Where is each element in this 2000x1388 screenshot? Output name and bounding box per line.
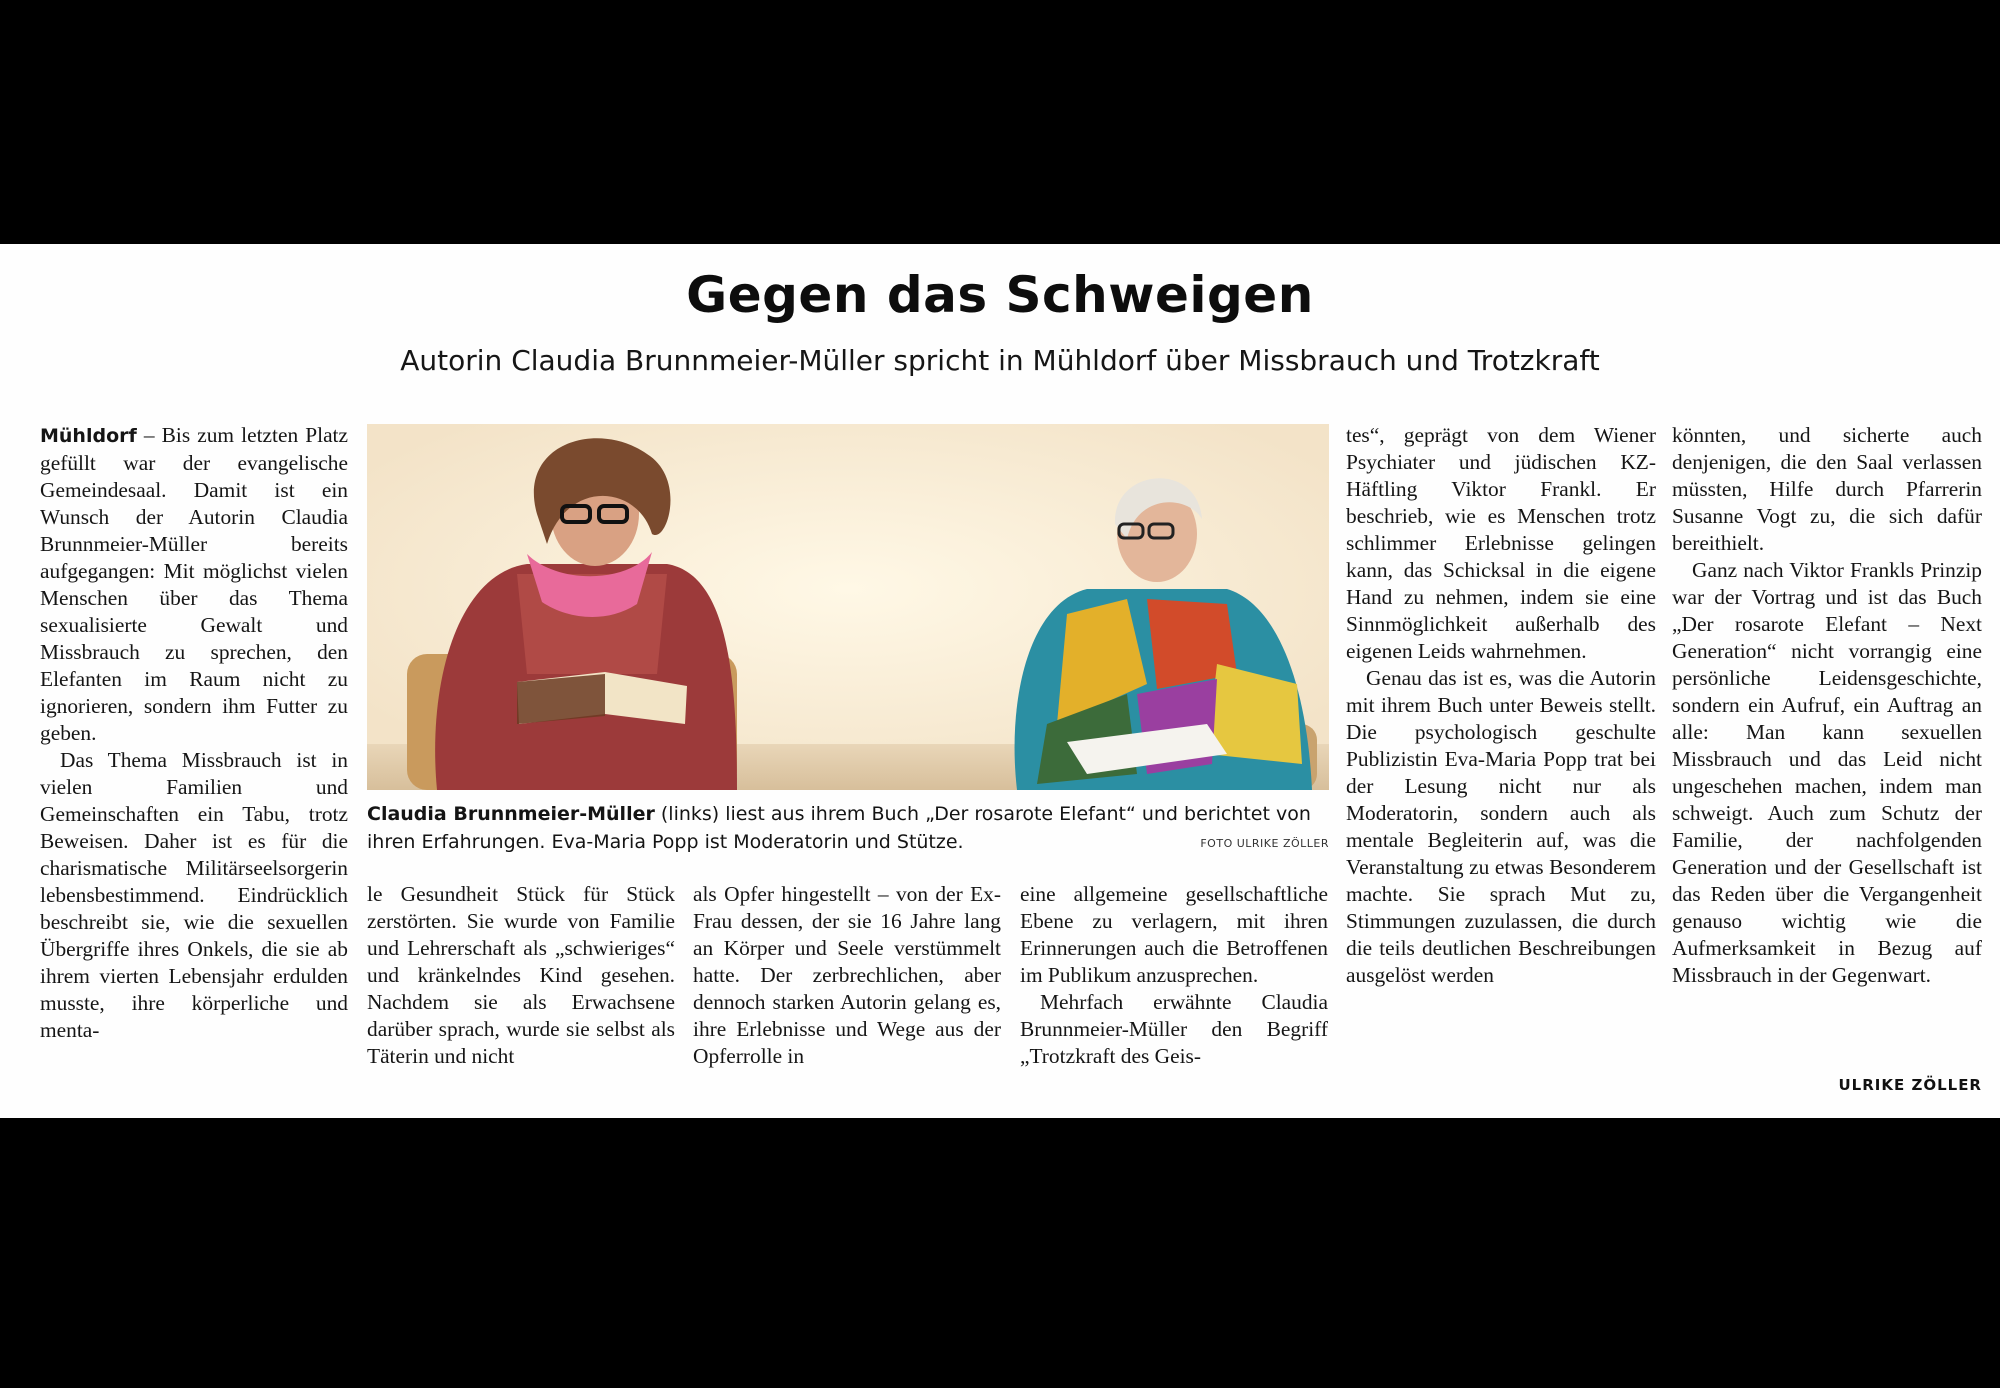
headline: Gegen das Schweigen bbox=[686, 266, 1314, 324]
photo-caption bbox=[367, 800, 1329, 860]
photo-credit: FOTO ULRIKE ZÖLLER bbox=[1200, 837, 1329, 850]
article-column-6 bbox=[1672, 422, 1982, 1114]
article-paragraph bbox=[40, 422, 348, 747]
article-paragraph: als Opfer hingestellt – von der Ex-Frau dessen, der sie 16 Jahre lang an Körper und Seele verstümmelt hatte. Der zerbrechlichen, aber dennoch starken Autorin gelang es, ihre Erlebnisse und Wege aus der Opferrolle in bbox=[693, 882, 1001, 1068]
article-paragraph: Genau das ist es, was die Autorin mit ihrem Buch unter Beweis stellt. Die psychologisch geschulte Publizistin Eva-Maria Popp trat bei der Lesung nicht nur als Moderatorin, sondern auch als mentale Begleiterin auf, was die Veranstaltung zu etwas Besonderem machte. Sie sprach Mut zu, Stimmungen zuzulassen, die durch die teils deutlichen Beschreibungen ausgelöst werden bbox=[1346, 666, 1656, 987]
article-column-1 bbox=[40, 422, 348, 1114]
dateline: Mühldorf bbox=[40, 425, 137, 447]
article-column-2 bbox=[367, 881, 675, 1114]
article-paragraph: tes“, geprägt von dem Wiener Psychiater und jüdischen KZ-Häftling Viktor Frankl. Er beschrieb, wie es Menschen trotz schlimmer Erlebnisse gelingen kann, das Schicksal in die eigene Hand zu nehmen, indem sie eine Sinnmöglichkeit außerhalb des eigenen Leids wahrnehmen. bbox=[1346, 423, 1656, 663]
article-paragraph: le Gesundheit Stück für Stück zerstörten. Sie wurde von Familie und Lehrerschaft als „schwieriges“ und kränkelndes Kind gesehen. Nachdem sie als Erwachsene darüber sprach, wurde sie selbst als Täterin und nicht bbox=[367, 882, 675, 1068]
caption-name: Claudia Brunnmeier-Müller bbox=[367, 803, 655, 825]
article-paragraph: Ganz nach Viktor Frankls Prinzip war der Vortrag und ist das Buch „Der rosarote Elefant – Next Generation“ nicht vorrangig eine persönliche Leidensgeschichte, sondern ein Aufruf, ein Auftrag an alle: Man kann sexuellen Missbrauch und das Leid nicht ungeschehen machen, indem man schweigt. Auch zum Schutz der Familie, der nachfolgenden Generation und der Gesellschaft ist das Reden über die Vergangenheit genauso wichtig wie die Aufmerksamkeit in Bezug auf Missbrauch in der Gegenwart. bbox=[1672, 558, 1982, 987]
photo-illustration bbox=[367, 424, 1329, 790]
article-paragraph: eine allgemeine gesellschaftliche Ebene zu verlagern, mit ihren Erinnerungen auch die Betroffenen im Publikum anzusprechen. bbox=[1020, 882, 1328, 987]
article-column-5 bbox=[1346, 422, 1656, 1114]
article-paragraph: Mehrfach erwähnte Claudia Brunnmeier-Müller den Begriff „Trotzkraft des Geis- bbox=[1020, 990, 1328, 1068]
newspaper-clipping bbox=[0, 244, 2000, 1118]
article-column-3 bbox=[693, 881, 1001, 1114]
article-column-4 bbox=[1020, 881, 1328, 1114]
article-photo bbox=[367, 424, 1329, 790]
subheadline: Autorin Claudia Brunnmeier-Müller spricht in Mühldorf über Missbrauch und Trotzkraft bbox=[400, 344, 1600, 377]
article-paragraph: könnten, und sicherte auch denjenigen, die den Saal verlassen müssten, Hilfe durch Pfarrerin Susanne Vogt zu, die sich dafür bereithielt. bbox=[1672, 423, 1982, 555]
author-byline: ULRIKE ZÖLLER bbox=[1838, 1076, 1982, 1094]
caption-text: (links) liest aus ihrem Buch „Der rosarote Elefant“ und berichtet von ihren Erfahrungen. Eva-Maria Popp ist Moderatorin und Stütze. bbox=[367, 803, 1311, 853]
article-paragraph: Das Thema Missbrauch ist in vielen Familien und Gemeinschaften ein Tabu, trotz Beweisen. Daher ist es für die charismatische Militärseelsorgerin lebensbestimmend. Eindrücklich beschreibt sie, wie die sexuellen Übergriffe ihres Onkels, die sie ab ihrem vierten Lebensjahr erdulden musste, ihre körperliche und menta- bbox=[40, 748, 348, 1042]
lead-text: – Bis zum letzten Platz gefüllt war der evangelische Gemeindesaal. Damit ist ein Wunsch der Autorin Claudia Brunnmeier-Müller bereits aufgegangen: Mit möglichst vielen Menschen über das Thema sexualisierte Gewalt und Missbrauch zu sprechen, den Elefanten im Raum nicht zu ignorieren, sondern ihm Futter zu geben. bbox=[40, 423, 348, 745]
